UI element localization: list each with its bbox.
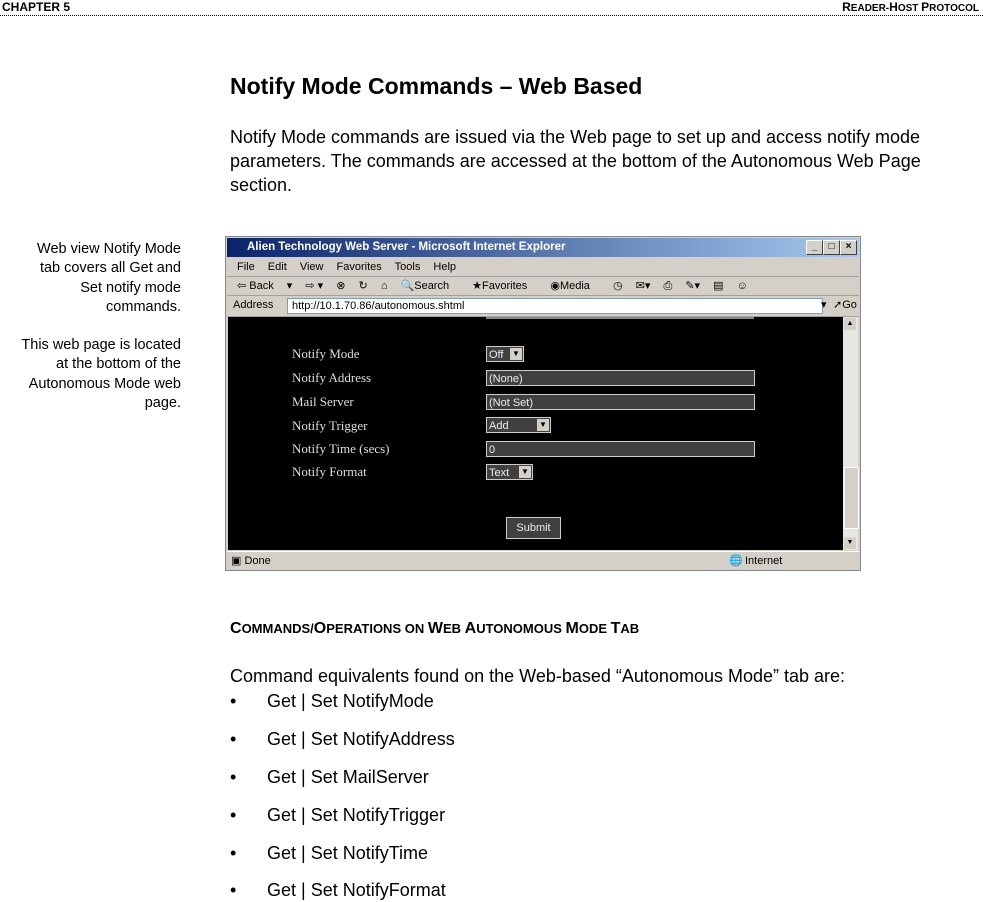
scroll-down-icon[interactable]: ▼ <box>844 537 856 549</box>
menu-tools[interactable]: Tools <box>394 261 421 273</box>
favorites-button[interactable]: ★Favorites <box>472 280 528 292</box>
notify-trigger-select[interactable]: Add ▼ <box>486 417 551 433</box>
stop-icon[interactable]: ⊗ <box>336 280 346 292</box>
menu-file[interactable]: File <box>237 261 255 273</box>
chevron-down-icon: ▼ <box>537 419 549 431</box>
section-heading: COMMANDS/OPERATIONS ON WEB AUTONOMOUS MODE TAB <box>230 620 640 637</box>
status-text: Done <box>244 555 271 567</box>
zone-text: Internet <box>745 555 783 567</box>
side-note-1: Web view Notify Mode tab covers all Get and Set notify mode commands. <box>37 241 181 315</box>
menu-favorites[interactable]: Favorites <box>336 261 382 273</box>
edit-icon[interactable]: ✎▾ <box>685 280 701 292</box>
notify-trigger-label: Notify Trigger <box>292 418 368 433</box>
scroll-up-icon[interactable]: ▲ <box>844 318 856 330</box>
messenger-icon[interactable]: ☺ <box>736 280 748 292</box>
address-label: Address <box>233 299 274 311</box>
home-icon[interactable]: ⌂ <box>380 280 388 292</box>
globe-icon: 🌐 <box>729 555 743 567</box>
address-dropdown-icon[interactable]: ▾ <box>821 299 827 311</box>
notify-format-select[interactable]: Text ▼ <box>486 464 533 480</box>
notify-format-label: Notify Format <box>292 464 367 479</box>
notify-time-label: Notify Time (secs) <box>292 441 390 456</box>
section-label: READER-HOST PROTOCOL <box>842 0 979 14</box>
back-button[interactable]: ⇦ Back ▾ <box>237 280 293 292</box>
browser-title: Alien Technology Web Server - Microsoft Internet Explorer <box>247 241 566 253</box>
address-input[interactable]: http://10.1.70.86/autonomous.shtml <box>287 298 823 314</box>
menu-edit[interactable]: Edit <box>267 261 287 273</box>
header-rule <box>0 15 983 16</box>
browser-title-bar <box>227 238 859 257</box>
submit-button[interactable]: Submit <box>506 517 561 539</box>
notify-address-input[interactable]: (None) <box>486 370 755 386</box>
toolbar <box>227 277 859 296</box>
web-content <box>228 317 843 550</box>
forward-icon[interactable]: ⇨ ▾ <box>305 280 324 292</box>
commands-intro: Command equivalents found on the Web-based “Autonomous Mode” tab are: <box>230 666 846 686</box>
close-icon[interactable]: × <box>840 240 857 255</box>
mail-icon[interactable]: ✉▾ <box>635 280 651 292</box>
browser-screenshot <box>225 236 861 571</box>
page-title: Notify Mode Commands – Web Based <box>230 73 643 99</box>
notify-mode-label: Notify Mode <box>292 346 360 361</box>
vertical-scrollbar[interactable] <box>843 317 858 550</box>
menu-help[interactable]: Help <box>433 261 457 273</box>
print-icon[interactable]: ⎙ <box>663 280 673 292</box>
discuss-icon[interactable]: ▤ <box>713 280 724 292</box>
maximize-icon[interactable]: □ <box>823 240 840 255</box>
chevron-down-icon: ▼ <box>519 466 531 478</box>
menu-bar <box>227 258 859 277</box>
intro-paragraph: Notify Mode commands are issued via the Web page to set up and access notify mode parameters. The commands are accessed at the bottom of the Autonomous Web Page section. <box>230 127 921 195</box>
mail-server-input[interactable]: (Not Set) <box>486 394 755 410</box>
search-button[interactable]: 🔍Search <box>400 280 450 292</box>
side-note <box>20 240 181 432</box>
notify-time-input[interactable]: 0 <box>486 441 755 457</box>
document-page: CHAPTER 5 READER-HOST PROTOCOL Notify Mode Commands – Web Based Notify Mode commands are issued via the Web page to set up and access notify mode parameters. The commands are accessed at the bottom of the Autonomous Web Page section. Web view Notify Mode tab covers all Get and Set notify mode commands. This web page is located at the bottom of the Autonomous Mode web page. Alien Technology Web Server - Microsoft Internet Explorer _ □ × File Edit View Favorites Tools Help ⇦ Back ▾ ⇨ ▾ ⊗ ↻ ⌂ 🔍Search ★Favorites ◉Media ◷ ✉▾ ⎙ ✎▾ ▤ ☺ Address http://10.1.70.86/autonomous.shtml ▾ ➚Go Notify Mode Off ▼ Notify Address (None) Mail Server (Not Set) Notify Trigger Add ▼ Notify Time (secs) 0 Notify Format Text ▼ Submit ▲ ▼ ▣ Done 🌐 Internet COMMANDS/OPERATIONS ON WEB AUTONOMOUS MODE TAB Command equivalents found on the Web-based “Autonomous Mode” tab are: • Get | Set NotifyMode • Get | Set NotifyAddress • Get | Set MailServer • Get | Set NotifyTrigger • Get | Set NotifyTime • Get | Set NotifyFormat <box>0 0 983 902</box>
page-icon: ▣ <box>231 555 242 567</box>
mail-server-label: Mail Server <box>292 394 354 409</box>
chapter-label: CHAPTER 5 <box>2 0 71 14</box>
scroll-thumb[interactable] <box>844 467 859 529</box>
notify-address-label: Notify Address <box>292 370 372 385</box>
notify-mode-select[interactable]: Off ▼ <box>486 346 524 362</box>
minimize-icon[interactable]: _ <box>806 240 823 255</box>
status-bar <box>227 551 859 570</box>
menu-view[interactable]: View <box>299 261 324 273</box>
chevron-down-icon: ▼ <box>510 348 522 360</box>
media-button[interactable]: ◉Media <box>550 280 590 292</box>
go-button[interactable]: ➚Go <box>833 299 857 311</box>
history-icon[interactable]: ◷ <box>612 280 623 292</box>
side-note-2: This web page is located at the bottom of the Autonomous Mode web page. <box>21 337 181 412</box>
refresh-icon[interactable]: ↻ <box>358 280 368 292</box>
divider <box>486 317 754 319</box>
address-bar <box>227 296 859 317</box>
